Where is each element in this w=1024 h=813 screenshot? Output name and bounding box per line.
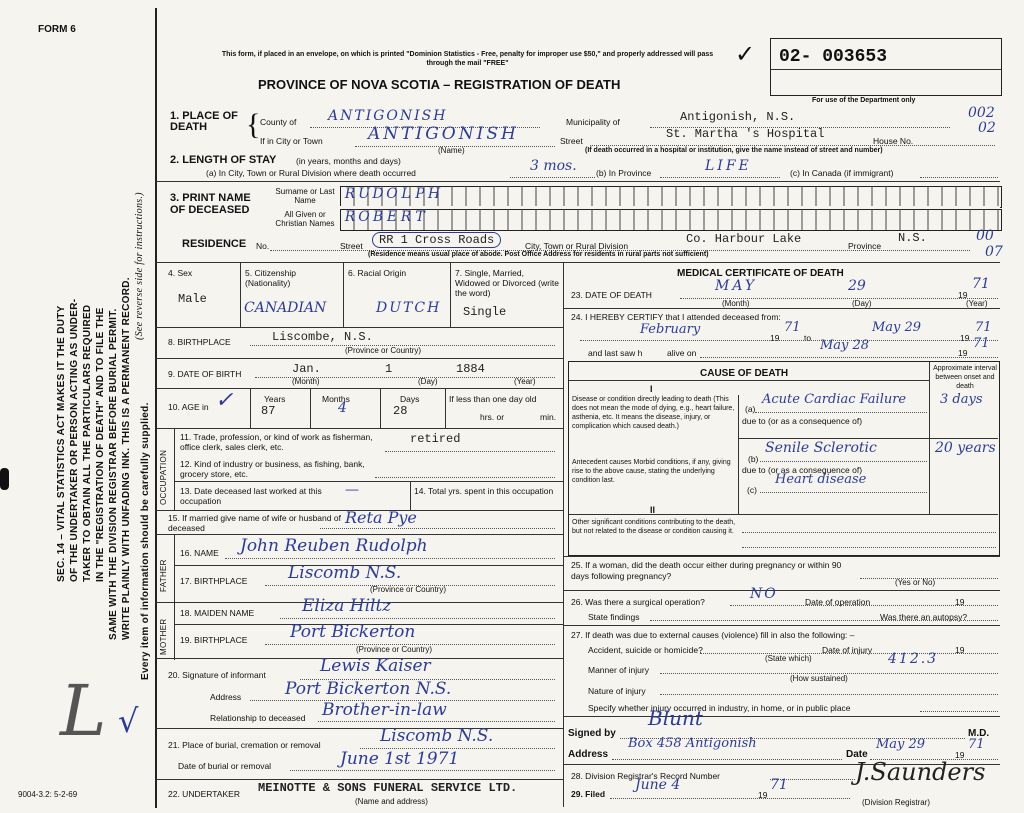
residence-province-value: N.S. <box>898 231 927 245</box>
burial-place-label: 21. Place of burial, cremation or removal <box>168 740 321 750</box>
residence-city-label: City, Town or Rural Division <box>525 241 629 251</box>
injury-19: 19 <box>955 645 965 655</box>
filed-label: 29. Filed <box>571 789 606 799</box>
alive-on-label: alive on <box>667 348 697 358</box>
reg-number: 02- 003653 <box>779 47 888 67</box>
side-line-3: TAKER TO OBTAIN ALL THE PARTICULARS REQUIRED <box>82 304 93 582</box>
marital-label: 7. Single, Married, Widowed or Divorced (write the word) <box>455 268 559 298</box>
cause-b-interval: 20 years <box>935 440 996 456</box>
spouse-label: 15. If married give name of wife or husband of deceased <box>168 513 341 533</box>
cause-b-label: (b) <box>748 454 759 464</box>
birthplace-caption: (Province or Country) <box>345 346 422 355</box>
municipality-label: Municipality of <box>566 117 620 127</box>
operation-19: 19 <box>955 597 965 607</box>
physician-address-label: Address <box>568 749 609 760</box>
antecedent-label: Antecedent causes Morbid conditions, if any, giving rise to the above cause, stating the underlying condition last. <box>572 459 731 484</box>
stay-c-label: (c) In Canada (if immigrant) <box>790 168 894 178</box>
occ-13-value: — <box>345 482 359 498</box>
mother-maiden-label: 18. MAIDEN NAME <box>180 608 255 618</box>
city-name-caption: (Name) <box>438 146 465 155</box>
stay-a-value: 3 mos. <box>530 158 577 174</box>
dob-day: 1 <box>385 362 393 376</box>
mother-birthplace-value: Port Bickerton <box>290 622 416 642</box>
city-value: ANTIGONISH <box>368 124 519 144</box>
bottom-form-code: 9004-3.2: 5-2-69 <box>18 790 78 799</box>
racial-label: 6. Racial Origin <box>348 268 407 278</box>
side-line-1: SEC. 14 – VITAL STATISTICS ACT MAKES IT THE DUTY <box>56 305 67 582</box>
manner-label: Manner of injury <box>588 665 649 675</box>
less-than-day: If less than one day old <box>449 394 537 404</box>
death-month-caption: (Month) <box>722 299 750 308</box>
residence-no-label: No. <box>256 241 270 251</box>
pregnancy-label: 25. If a woman, did the death occur either during pregnancy or within 90 days following pregnancy? <box>571 560 842 581</box>
occupation-side-label: OCCUPATION <box>159 449 168 505</box>
cause-a-interval: 3 days <box>940 392 983 407</box>
signed-date-label: Date <box>846 749 868 760</box>
left-border <box>155 8 157 808</box>
min-label: min. <box>540 412 557 422</box>
punch-mark <box>0 468 9 490</box>
roman-two: II <box>650 505 656 515</box>
surname-label: Surname or Last Name <box>275 187 335 205</box>
filed-date: June 4 <box>635 777 681 793</box>
father-name-label: 16. NAME <box>180 548 219 558</box>
father-birthplace-caption: (Province or Country) <box>370 585 447 594</box>
registrar-caption: (Division Registrar) <box>862 798 931 807</box>
occ-11-label: 11. Trade, profession, or kind of work as fisherman, office clerk, sales clerk, etc. <box>180 432 373 452</box>
spouse-value: Reta Pye <box>345 508 417 527</box>
relationship-value: Brother-in-law <box>322 700 447 720</box>
surgery-label: 26. Was there a surgical operation? <box>571 597 705 607</box>
external-label: 27. If death was due to external causes (violence) fill in also the following: – <box>571 630 855 640</box>
findings-label: State findings <box>588 612 640 622</box>
medical-heading: MEDICAL CERTIFICATE OF DEATH <box>677 268 844 279</box>
roman-one: I <box>650 384 653 394</box>
burial-place-value: Liscomb N.S. <box>380 726 494 746</box>
county-label: County of <box>260 117 297 127</box>
signed-date-19: 19 <box>955 750 965 760</box>
racial-value: DUTCH <box>376 300 442 316</box>
residence-city-value: Co. Harbour Lake <box>686 232 802 246</box>
alive-year: 71 <box>973 336 990 351</box>
age-days: 28 <box>393 404 408 418</box>
dob-year-caption: (Year) <box>514 377 536 386</box>
signed-date-year: 71 <box>968 737 985 752</box>
filed-19: 19 <box>758 790 768 800</box>
registrar-signature: J.Saunders <box>855 758 986 786</box>
cause-b: Senile Sclerotic <box>765 440 877 456</box>
attend-to-year: 71 <box>975 320 992 335</box>
side-reverse-note: (See reverse side for instructions.) <box>134 192 145 340</box>
given-letters <box>343 209 427 225</box>
informant-label: 20. Signature of informant <box>168 670 266 680</box>
classification-code: 412.3 <box>888 651 939 667</box>
direct-cause-label: Disease or condition directly leading to death (This does not mean the mode of dying, e.g., heart failure, asthenia, etc. It means the disease, injury, or complication which caused death.) <box>572 396 735 430</box>
surname-letter: O <box>386 186 398 202</box>
name-label: 3. PRINT NAME OF DECEASED <box>170 192 251 216</box>
informant-address-label: Address <box>210 692 242 702</box>
dept-code-3: 00 <box>976 228 994 244</box>
sex-label: 4. Sex <box>168 268 193 278</box>
form-title: PROVINCE OF NOVA SCOTIA – REGISTRATION OF DEATH <box>258 77 621 92</box>
attend-to-label: to <box>804 333 812 343</box>
given-label: All Given or Christian Names <box>275 210 335 228</box>
alive-date: May 28 <box>820 338 870 353</box>
residence-street-label: Street <box>340 241 363 251</box>
citizenship-value: CANADIAN <box>244 300 327 316</box>
record-number-label: 28. Division Registrar's Record Number <box>571 771 721 781</box>
age-years-caption: Years <box>264 394 286 404</box>
reg-number-box <box>770 38 1002 96</box>
nature-label: Nature of injury <box>588 686 646 696</box>
side-line-2: OF THE UNDERTAKER OR PERSON ACTING AS UNDER- <box>69 298 80 582</box>
interval-heading: Approximate interval between onset and death <box>933 365 997 390</box>
brace: { <box>246 108 261 141</box>
death-day-caption: (Day) <box>852 299 872 308</box>
house-label: House No. <box>873 136 914 146</box>
father-birthplace-value: Liscomb N.S. <box>288 563 402 583</box>
father-name-value: John Reuben Rudolph <box>240 536 428 556</box>
cause-c-label: (c) <box>747 485 757 495</box>
occ-13-label: 13. Date deceased last worked at this occupation <box>180 486 322 506</box>
autopsy-label: Was there an autopsy? <box>880 612 968 622</box>
age-years: 87 <box>261 404 276 418</box>
stay-b-label: (b) In Province <box>596 168 652 178</box>
cause-a-label: (a) <box>745 404 756 414</box>
county-value: ANTIGONISH <box>328 108 448 124</box>
death-year-caption: (Year) <box>966 299 988 308</box>
hospital-note: (If death occurred in a hospital or institution, give the name instead of street and number) <box>585 147 883 154</box>
dob-day-caption: (Day) <box>418 377 438 386</box>
father-birthplace-label: 17. BIRTHPLACE <box>180 576 248 586</box>
side-line-4: IN THE "REGISTRATION OF DEATH" AND TO FILE THE <box>95 307 106 582</box>
undertaker-value: MEINOTTE & SONS FUNERAL SERVICE LTD. <box>258 781 518 795</box>
marital-value: Single <box>463 305 507 319</box>
form-label: FORM 6 <box>38 24 76 35</box>
attend-from-19: 19 <box>770 333 780 343</box>
residence-street-value: RR 1 Cross Roads <box>372 232 501 248</box>
surname-letter: U <box>358 186 370 202</box>
citizenship-label: 5. Citizenship (Nationality) <box>245 268 297 288</box>
given-letter: E <box>386 209 398 225</box>
burial-date-label: Date of burial or removal <box>178 761 272 771</box>
death-day: 29 <box>848 278 866 294</box>
municipality-value: Antigonish, N.S. <box>680 110 796 124</box>
margin-mark-l: L <box>60 670 107 752</box>
mother-side-label: MOTHER <box>159 618 168 655</box>
operation-date-label: Date of operation <box>805 597 871 607</box>
due-to-1: due to (or as a consequence of) <box>742 416 863 426</box>
how-caption: (How sustained) <box>790 674 848 683</box>
undertaker-label: 22. UNDERTAKER <box>168 789 240 799</box>
age-months: 4 <box>338 400 347 416</box>
dob-month-caption: (Month) <box>292 377 320 386</box>
physician-address: Box 458 Antigonish <box>628 736 757 751</box>
residence-note: (Residence means usual place of abode. Post Office Address for residents in rural parts not sufficient) <box>368 251 709 258</box>
dept-code-1: 002 <box>968 105 995 121</box>
dept-use-label: For use of the Department only <box>812 97 916 104</box>
alive-19: 19 <box>958 348 968 358</box>
father-side-label: FATHER <box>159 559 168 592</box>
given-letter: T <box>415 209 425 225</box>
dob-month: Jan. <box>292 362 321 376</box>
last-saw-label: and last saw h <box>588 348 643 358</box>
dob-year: 1884 <box>456 362 485 376</box>
sex-value: Male <box>178 292 207 306</box>
given-letter: B <box>372 209 384 225</box>
other-conditions-label: Other significant conditions contributing to the death, but not related to the disease or condition causing it. <box>572 519 736 535</box>
dept-code-2: 02 <box>978 120 996 136</box>
side-every-item: Every item of information should be carefully supplied. <box>140 402 151 680</box>
due-to-2: due to (or as a consequence of) <box>742 465 863 475</box>
street-value: St. Martha 's Hospital <box>666 127 825 141</box>
death-month: MAY <box>715 278 758 294</box>
filed-year: 71 <box>770 777 788 793</box>
state-which-caption: (State which) <box>765 654 812 663</box>
occ-14-label: 14. Total yrs. spent in this occupation <box>414 486 554 496</box>
surname-letter: D <box>372 186 384 202</box>
header-note: This form, if placed in an envelope, on which is printed "Dominion Statistics - Free, penalty for improper use $50," and properly addressed will pass through the mail "FREE" <box>221 51 714 67</box>
accident-label: Accident, suicide or homicide? <box>588 645 703 655</box>
attend-from: February <box>640 322 701 337</box>
age-months-caption: Months <box>322 394 350 404</box>
death-date-label: 23. DATE OF DEATH <box>571 290 652 300</box>
stay-sub: (in years, months and days) <box>296 156 401 166</box>
cause-c: Heart disease <box>775 472 867 487</box>
attend-from-year: 71 <box>784 320 801 335</box>
mother-maiden-value: Eliza Hiltz <box>302 596 392 616</box>
informant-address: Port Bickerton N.S. <box>285 679 452 699</box>
yes-no-caption: (Yes or No) <box>895 578 936 587</box>
occ-11-value: retired <box>410 432 461 446</box>
stay-b-value: LIFE <box>705 158 752 174</box>
specify-label: Specify whether injury occurred in industry, in home, or in public place <box>588 703 851 713</box>
city-label: If in City or Town <box>260 136 323 146</box>
birthplace-value: Liscombe, N.S. <box>272 330 373 344</box>
cause-a: Acute Cardiac Failure <box>762 392 907 407</box>
mother-birthplace-label: 19. BIRTHPLACE <box>180 635 248 645</box>
age-days-caption: Days <box>400 394 420 404</box>
birthplace-label: 8. BIRTHPLACE <box>168 337 231 347</box>
residence-province-label: Province <box>848 241 882 251</box>
surname-letter: L <box>401 186 411 202</box>
surname-letter: P <box>415 186 425 202</box>
surname-letter: H <box>427 186 441 202</box>
side-line-6: WRITE PLAINLY WITH UNFADING INK. THIS IS A PERMANENT RECORD. <box>121 277 132 640</box>
given-letter: R <box>400 209 412 225</box>
check-mark: ✓ <box>735 41 756 68</box>
stay-a-label: (a) In City, Town or Rural Division where death occurred <box>206 168 416 178</box>
attend-to-19: 19 <box>960 333 970 343</box>
side-line-5: SAME WITH THE DIVISION REGISTRAR BEFORE BURIAL PERMIT. <box>108 308 119 640</box>
age-mark: ✓ <box>215 388 234 413</box>
signed-date: May 29 <box>876 737 926 752</box>
dept-code-4: 07 <box>985 244 1003 260</box>
margin-check-mark: √ <box>118 702 139 740</box>
md-label: M.D. <box>968 728 990 739</box>
signed-by-label: Signed by <box>568 728 616 739</box>
stay-label: 2. LENGTH OF STAY <box>170 154 277 166</box>
undertaker-caption: (Name and address) <box>355 797 428 806</box>
injury-date-label: Date of injury <box>822 645 873 655</box>
given-letter: O <box>358 209 370 225</box>
burial-date-value: June 1st 1971 <box>340 749 460 769</box>
informant-signature: Lewis Kaiser <box>320 656 431 676</box>
physician-signature: Blunt <box>648 706 703 730</box>
surname-letter: R <box>344 186 356 202</box>
death-year: 71 <box>972 276 990 292</box>
hrs-label: hrs. or <box>480 412 505 422</box>
age-label: 10. AGE in <box>168 402 209 412</box>
given-letter: R <box>344 209 356 225</box>
place-label: 1. PLACE OF DEATH <box>170 110 238 133</box>
surgery-value: NO <box>750 586 778 602</box>
mother-birthplace-caption: (Province or Country) <box>356 645 433 654</box>
cause-heading: CAUSE OF DEATH <box>700 368 789 379</box>
surname-letters <box>343 186 441 202</box>
dob-label: 9. DATE OF BIRTH <box>168 369 242 379</box>
certify-label: 24. I HEREBY CERTIFY that I attended deceased from: <box>571 312 781 322</box>
residence-label: RESIDENCE <box>182 238 247 250</box>
death-year-prefix: 19 <box>958 290 968 300</box>
relationship-label: Relationship to deceased <box>210 713 306 723</box>
attend-to: May 29 <box>872 320 922 335</box>
street-label: Street <box>560 136 583 146</box>
occ-12-label: 12. Kind of industry or business, as fishing, bank, grocery store, etc. <box>180 459 365 479</box>
